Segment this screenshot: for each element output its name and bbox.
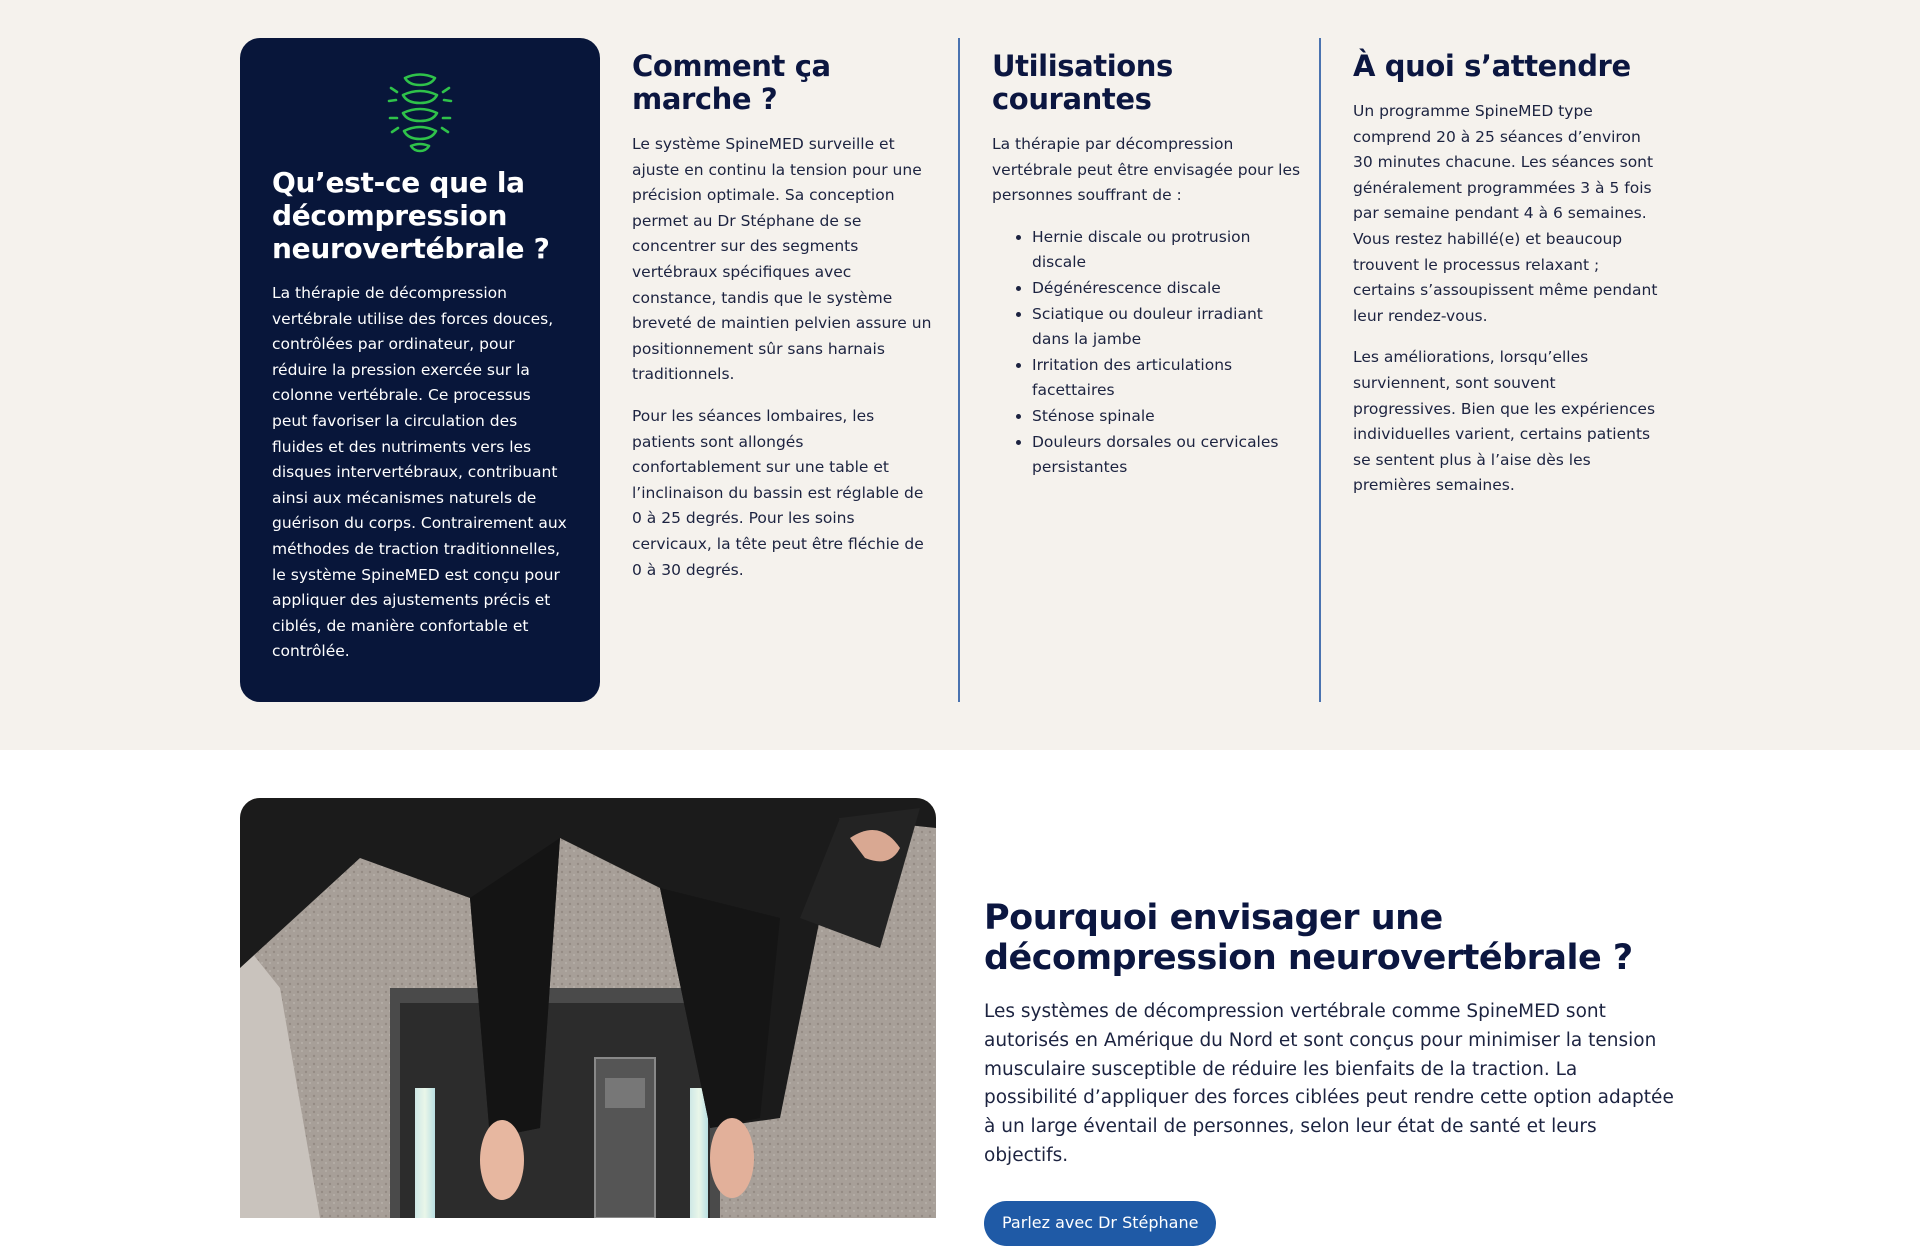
why-body: Les systèmes de décompression vertébrale comme SpineMED sont autorisés en Amérique du Nord et sont conçus pour minimiser la tension musculaire susceptible de réduire les bienfaits de la traction. La possibilité d’appliquer des forces ciblées peut rendre cette option adaptée à un large éventail de personnes, selon leur état de santé et leurs objectifs.	[984, 1001, 1674, 1166]
how-it-works-paragraph: Le système SpineMED surveille et ajuste en continu la tension pour une précision optimale. Sa conception permet au Dr Stéphane de se concentrer sur des segments vertébraux spécifiques avec constance, tandis que le système breveté de maintien pelvien assure un positionnement sûr sans harnais traditionnels.	[632, 135, 932, 384]
how-it-works-title: Comment ça marche ?	[632, 49, 831, 116]
contact-dr-button[interactable]: Parlez avec Dr Stéphane	[984, 1201, 1216, 1246]
list-item: • Hernie discale ou protrusion discale	[1032, 225, 1302, 276]
how-it-works-paragraph: Pour les séances lombaires, les patients sont allongés confortablement sur une table et l’inclinaison du bassin est réglable de 0 à 25 degrés. Pour les soins cervicaux, la tête peut être fléchie de 0 à 30 degrés.	[632, 406, 924, 579]
treatment-photo	[240, 798, 936, 1218]
list-item: • Dégénérescence discale	[1032, 276, 1302, 302]
spine-icon	[383, 68, 457, 154]
common-uses-column	[992, 50, 1302, 481]
intro-body: La thérapie de décompression vertébrale utilise des forces douces, contrôlées par ordinateur, pour réduire la pression exercée sur la colonne vertébrale. Ce processus peut favoriser la circulation des fluides et des nutriments vers les disques intervertébraux, contribuant ainsi aux mécanismes naturels de guérison du corps. Contrairement aux méthodes de traction traditionnelles, le système SpineMED est conçu pour appliquer des ajustements précis et ciblés, de manière confortable et contrôlée.	[272, 284, 567, 661]
list-item: • Sciatique ou douleur irradiant dans la jambe	[1032, 302, 1302, 353]
what-to-expect-title: À quoi s’attendre	[1353, 49, 1631, 83]
common-uses-list	[992, 225, 1302, 481]
common-uses-title: Utilisations courantes	[992, 49, 1173, 116]
common-uses-intro: La thérapie par décompression vertébrale peut être envisagée pour les personnes souffrant de :	[992, 135, 1301, 205]
treatment-photo-illustration	[240, 798, 936, 1218]
how-it-works-column	[632, 50, 932, 583]
list-item: • Irritation des articulations facettaires	[1032, 353, 1302, 404]
intro-title: Qu’est-ce que la décompression neurovertébrale ?	[272, 166, 550, 265]
list-item: • Sténose spinale	[1032, 404, 1302, 430]
why-section	[984, 898, 1674, 1246]
why-title: Pourquoi envisager une décompression neurovertébrale ?	[984, 898, 1633, 978]
what-to-expect-paragraph: Les améliorations, lorsqu’elles surviennent, sont souvent progressives. Bien que les expériences individuelles varient, certains patients se sentent plus à l’aise dès les premières semaines.	[1353, 348, 1656, 495]
intro-card	[240, 38, 600, 702]
column-divider	[958, 38, 960, 702]
what-to-expect-paragraph: Un programme SpineMED type comprend 20 à 25 séances d’environ 30 minutes chacune. Les séances sont généralement programmées 3 à 5 fois par semaine pendant 4 à 6 semaines. Vous restez habillé(e) et beaucoup trouvent le processus relaxant ; certains s’assoupissent même pendant leur rendez-vous.	[1353, 102, 1658, 325]
list-item: • Douleurs dorsales ou cervicales persistantes	[1032, 430, 1302, 481]
what-to-expect-column	[1353, 50, 1663, 499]
column-divider	[1319, 38, 1321, 702]
